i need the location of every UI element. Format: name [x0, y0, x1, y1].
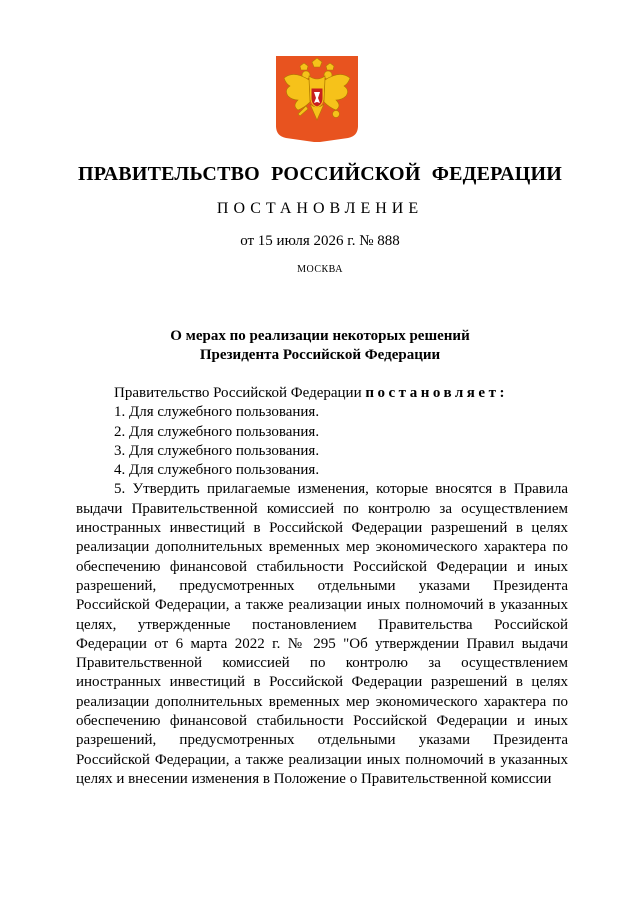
subject-line-1: О мерах по реализации некоторых решений [170, 328, 470, 344]
list-item: 1. Для служебного пользования. [114, 404, 320, 421]
document-body [76, 384, 568, 789]
government-title: ПРАВИТЕЛЬСТВО РОССИЙСКОЙ ФЕДЕРАЦИИ [78, 163, 562, 185]
preamble-verb: постановляет: [365, 385, 508, 401]
preamble [76, 384, 568, 403]
document-place: МОСКВА [297, 264, 343, 275]
document-subject [0, 327, 640, 365]
document-type: ПОСТАНОВЛЕНИЕ [216, 200, 424, 217]
document-date-number: от 15 июля 2026 г. № 888 [240, 233, 400, 249]
list-item: 2. Для служебного пользования. [114, 423, 320, 440]
subject-line-2: Президента Российской Федерации [199, 347, 441, 363]
list-item: 3. Для служебного пользования. [114, 442, 320, 459]
preamble-text: Правительство Российской Федерации [114, 385, 366, 401]
list-item: 4. Для служебного пользования. [114, 462, 320, 479]
item-5-paragraph: 5. Утвердить прилагаемые изменения, которые вносятся в Правила выдачи Правительственной комиссией по контролю за осуществлением иностранных инвестиций в Российской Федерации разрешений в целях реализации дополнительных временных мер экономического характера по обеспечению финансовой стабильности Российской Федерации и иных разрешений, предусмотренных отдельными указами Президента Российской Федерации, а также реализации иных полномочий в указанных целях, утвержденные постановлением Правительства Российской Федерации от 6 марта 2022 г. № 295 "Об утверждении Правил выдачи Правительственной комиссией по контролю за осуществлением иностранных инвестиций в Российской Федерации разрешений в целях реализации дополнительных временных мер экономического характера по обеспечению финансовой стабильности Российской Федерации и иных разрешений, предусмотренных отдельными указами Президента Российской Федерации, а также реализации иных полномочий в указанных целях и внесении изменения в Положение о Правительственной комиссии [76, 481, 568, 787]
coat-of-arms-icon [276, 56, 358, 142]
